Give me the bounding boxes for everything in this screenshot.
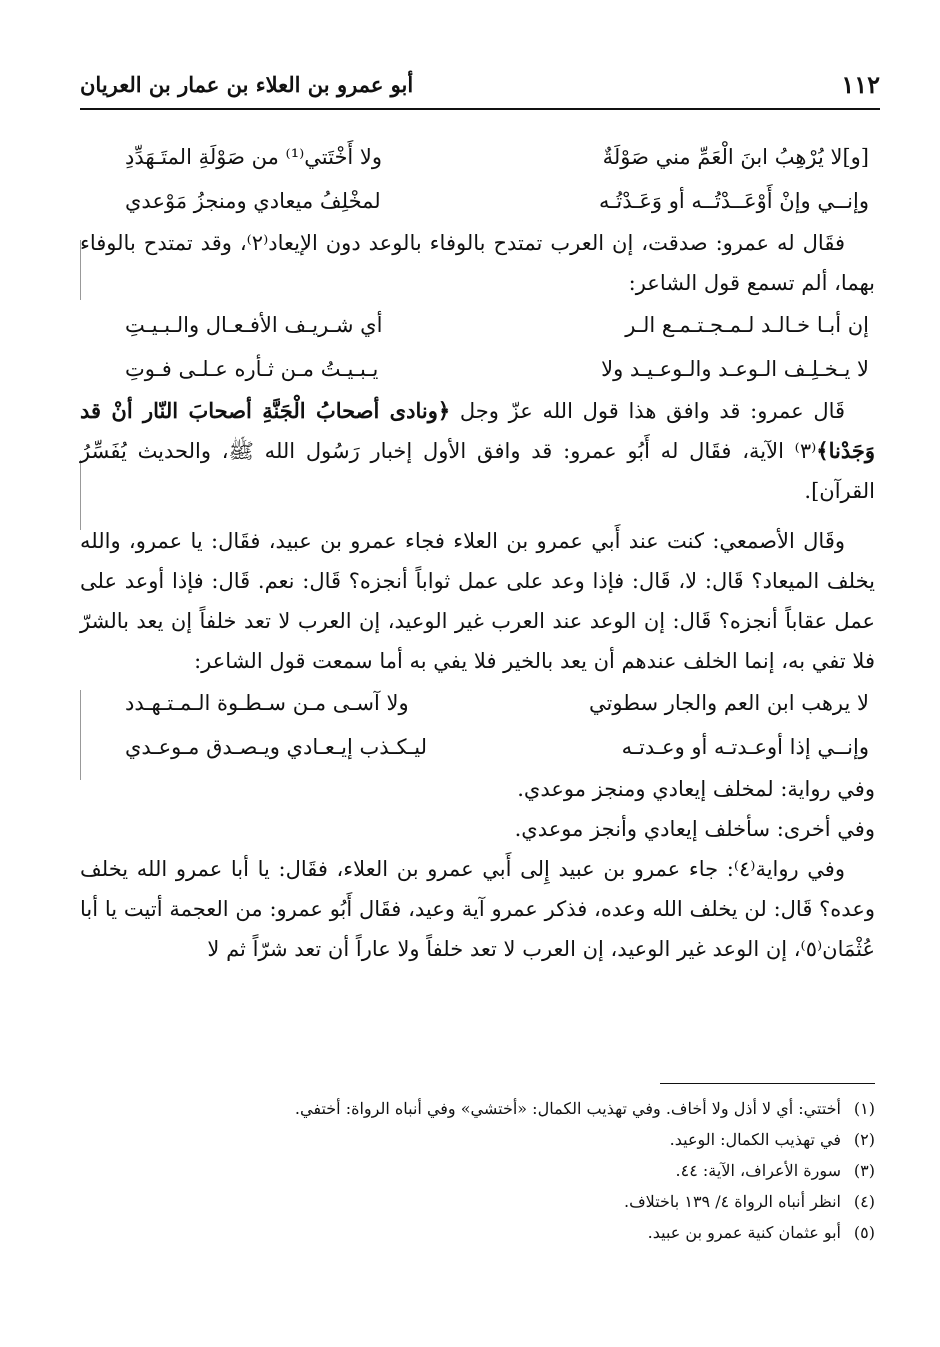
page-number: ١١٢ — [841, 70, 880, 99]
verse-line — [80, 681, 875, 725]
verse-second-hemistich: أي شـريـف الأفـعـال والـبـيـتِ — [125, 313, 383, 337]
paragraph — [80, 391, 875, 511]
running-title: أبو عمرو بن العلاء بن عمار بن العريان — [80, 72, 414, 97]
footnote — [80, 1217, 875, 1248]
footnote-text: سورة الأعراف، الآية: ٤٤. — [675, 1161, 841, 1180]
verse-line — [80, 303, 875, 347]
verse-first-hemistich: [و]لا يُرْهِبُ ابنَ الْعَمِّ مني صَوْلَةٌ — [602, 145, 869, 169]
footnote — [80, 1186, 875, 1217]
footnote-divider — [660, 1083, 875, 1084]
verse-first-hemistich: وإنــي وإنْ أَوْعَــدْتُــه أو وَعَـدْتُـه — [598, 189, 869, 213]
verse-second-hemistich: ولا أَخْتَتي⁽¹⁾ من صَوْلَةِ المتَـهَدِّدِ — [125, 145, 383, 169]
verse-second-hemistich: لمخْلِفُ ميعادي ومنجزُ مَوْعدي — [125, 189, 381, 213]
footnote-number: (٤) — [853, 1192, 875, 1211]
verse-first-hemistich: لا يرهب ابن العم والجار سطوتي — [589, 691, 869, 715]
paragraph: وقَال الأصمعي: كنت عند أَبي عمرو بن العلاء فجاء عمرو بن عبيد، فقَال: يا عمرو، والله يخلف الميعاد؟ قَال: لا، قَال: فإذا وعد على عمل ثواباً أنجزه؟ قَال: نعم. قَال: فإذا أوعد على عمل عقاباً أنجزه؟ قَال: إن الوعد عند العرب غير الوعيد، إن العرب لا تعد خلفاً إن يعد بالشرّ فلا تفي به، إنما الخلف عندهم أن يعد بالخير فلا يفي به أما سمعت قول الشاعر: — [80, 529, 875, 673]
footnote-number: (١) — [853, 1099, 875, 1118]
verse-first-hemistich: لا يـخـلِـف الـوعـد والـوعـيـد ولا — [601, 357, 869, 381]
verse-first-hemistich: وإنــي إذا أوعـدتـه أو وعـدتـه — [621, 735, 869, 759]
paragraph-text: قَال عمرو: قد وافق هذا قول الله عزّ وجل — [450, 399, 846, 423]
spacer — [80, 511, 875, 521]
verse-line — [80, 725, 875, 769]
footnote-text: انظر أنباه الرواة ٤/ ١٣٩ باختلاف. — [623, 1192, 841, 1211]
paragraph: فقَال له عمرو: صدقت، إن العرب تمتدح بالوفاء بالوعد دون الإيعاد⁽٢⁾، وقد تمتدح بالوفاء بهما، ألم تسمع قول الشاعر: — [80, 231, 875, 295]
verse-line — [80, 135, 875, 179]
verse-second-hemistich: ولا آسـى مـن سـطـوة الـمـتـهـدد — [125, 691, 409, 715]
verse-line — [80, 179, 875, 223]
paragraph-text: ⁽٣⁾ الآية، فقَال له أَبُو عمرو: قد وافق الأول إخبار رَسُول الله ﷺ، والحديث يُفَسِّرُ القرآن]. — [80, 439, 875, 503]
variant-reading: وفي رواية: لمخلف إيعادي ومنجز موعدي. — [517, 777, 875, 801]
footnote-number: (٥) — [853, 1223, 875, 1242]
verse-second-hemistich: ليـكـذب إيـعـادي ويـصـدق مـوعـدي — [125, 735, 427, 759]
paragraph: وفي رواية⁽٤⁾: جاء عمرو بن عبيد إِلى أَبي عمرو بن العلاء، فقَال: يا أبا عمرو الله يخلف وعده؟ قَال: لن يخلف الله وعده، فذكر عمرو آية وعيد، فقَال أَبُو عمرو: من العجمة أتيت يا أبا عُثْمَان⁽٥⁾، إن الوعد غير الوعيد، إن العرب لا تعد خلفاً ولا عاراً أن تعد شرّاً ثم لا — [80, 857, 875, 961]
variant-reading: وفي أخرى: سأخلف إيعادي وأنجز موعدي. — [514, 817, 875, 841]
footnote-number: (٣) — [853, 1161, 875, 1180]
page-header — [80, 70, 880, 104]
footnote-text: أبو عثمان كنية عمرو بن عبيد. — [647, 1223, 841, 1242]
verse-second-hemistich: يـبـيـتُ مـن ثـأره عـلـى فـوتِ — [125, 357, 379, 381]
footnote-number: (٢) — [853, 1130, 875, 1149]
footnote — [80, 1093, 875, 1124]
footnote-text: في تهذيب الكمال: الوعيد. — [669, 1130, 841, 1149]
quran-quote: ﴿ونادى أصحابُ الْجَنَّةِ أصحابَ النّار أنْ قد وَجَدْنا﴾ — [80, 398, 875, 463]
header-divider — [80, 108, 880, 110]
footnote-text: أختتي: أي لا أذل ولا أخاف. وفي تهذيب الكمال: «أختشي» وفي أنباه الرواة: أختفي. — [294, 1099, 841, 1118]
footnote — [80, 1155, 875, 1186]
verse-line — [80, 347, 875, 391]
main-text — [80, 135, 875, 969]
footnotes — [80, 1093, 875, 1248]
footnote — [80, 1124, 875, 1155]
verse-first-hemistich: إن أبـا خـالـد لـمـجـتـمـع الـر — [625, 313, 869, 337]
